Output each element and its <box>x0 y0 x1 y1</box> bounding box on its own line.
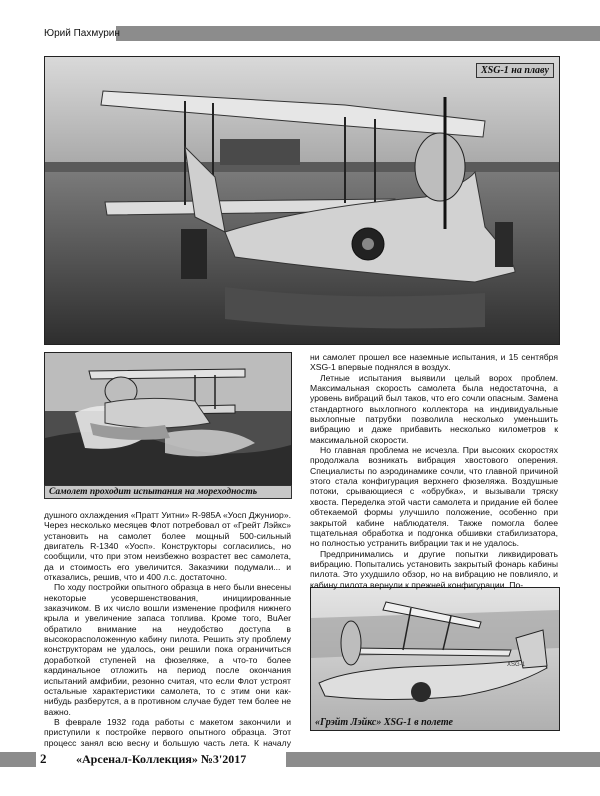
paragraph: Но главная проблема не исчезла. При высоких скоростях продолжала возникать вибрация хвостового оперения. Специалисты по аэродинамике сочли, что главной причиной этого стала конфигурация верхнего фюзеляжа. Воздушные потоки, срывающиеся с «обрубка», и вызывали тряску хвоста. Переделка этой части самолета и придание ей более обтекаемой формы улучшило положение, особенно при закрытой кабине наблюдателя. Также помогла более тщательная обработка и подгонка обшивки стабилизатора, но полностью устранить вибрации так и не удалось. <box>310 445 558 549</box>
plane-in-flight-illustration <box>311 588 559 730</box>
seaworthiness-test-illustration <box>45 353 291 486</box>
magazine-title: «Арсенал-Коллекция» №3'2017 <box>76 752 247 766</box>
paragraph: ни самолет прошел все наземные испытания, и 15 сентября XSG-1 впервые поднялся в воздух. <box>310 352 558 373</box>
paragraph: душного охлаждения «Пратт Уитни» R-985A «Уосп Джуниор». Через несколько месяцев Флот потребовал от «Грейт Лэйкс» установить на самолет более мощный 500-сильный двигатель R-1340 «Уосп». Конструкторы согласились, но сообщили, что при этом неизбежно возрастет вес самолета, да и стоимость его увеличится. Заказчики подумали... и отказались, решив, что и 400 л.с. достаточно. <box>44 510 291 583</box>
left-photo <box>44 352 292 487</box>
top-photo-caption: XSG-1 на плаву <box>476 63 554 78</box>
page-number: 2 <box>40 751 47 766</box>
top-photo <box>44 56 560 345</box>
paragraph: Летные испытания выявили целый ворох проблем. Максимальная скорость самолета была недостаточна, а уровень вибраций был таков, что его сочли опасным. Замена стандартного выхлопного коллектора на индивидуальные выхлопные патрубки позволила несколько уменьшить вибрацию и даже прибавить несколько километров к максимальной скорости. <box>310 372 558 445</box>
left-photo-caption: Самолет проходит испытания на мореходность <box>44 485 292 499</box>
text-column-left <box>44 510 291 758</box>
paragraph: По ходу постройки опытного образца в него были внесены некоторые усовершенствования, инициированные заказчиком. В их число вошли изменение профиля нижнего крыла и увеличение запаса топлива. Кроме того, BuAer обратило внимание на неудобство доступа в высокорасположенную кабину пилота. Решить эту проблему конструкторам не удалось, они решили пока ограничиться доработкой ступеней на фюзеляже, а что-то более кардинальное отложить на период после окончания испытаний амфибии, резонно считая, что если Флот устроят остальные характеристики самолета, то с этим они как-нибудь разберутся, а в противном случае будет тем более не важно. <box>44 582 291 717</box>
text-column-right <box>310 352 558 590</box>
author-name: Юрий Пахмурин <box>44 28 120 39</box>
seaplane-on-water-illustration <box>45 57 559 344</box>
plane-marking: XSG-1 <box>507 662 526 668</box>
paragraph: Предпринимались и другие попытки ликвидировать вибрацию. Попытались установить закрытый фонарь кабины пилота. Это ухудшило обзор, но на вибрацию не повлияло, и кабину пилота вернули к прежней конфигурации. По- <box>310 548 558 590</box>
right-photo-caption: «Грэйт Лэйкс» XSG-1 в полете <box>315 717 453 728</box>
paragraph: В феврале 1932 года работы с макетом закончили и приступили к постройке первого опытного образца. Этот процесс занял всю весну и большую часть лета. К началу <box>44 716 291 748</box>
right-photo <box>310 587 560 731</box>
